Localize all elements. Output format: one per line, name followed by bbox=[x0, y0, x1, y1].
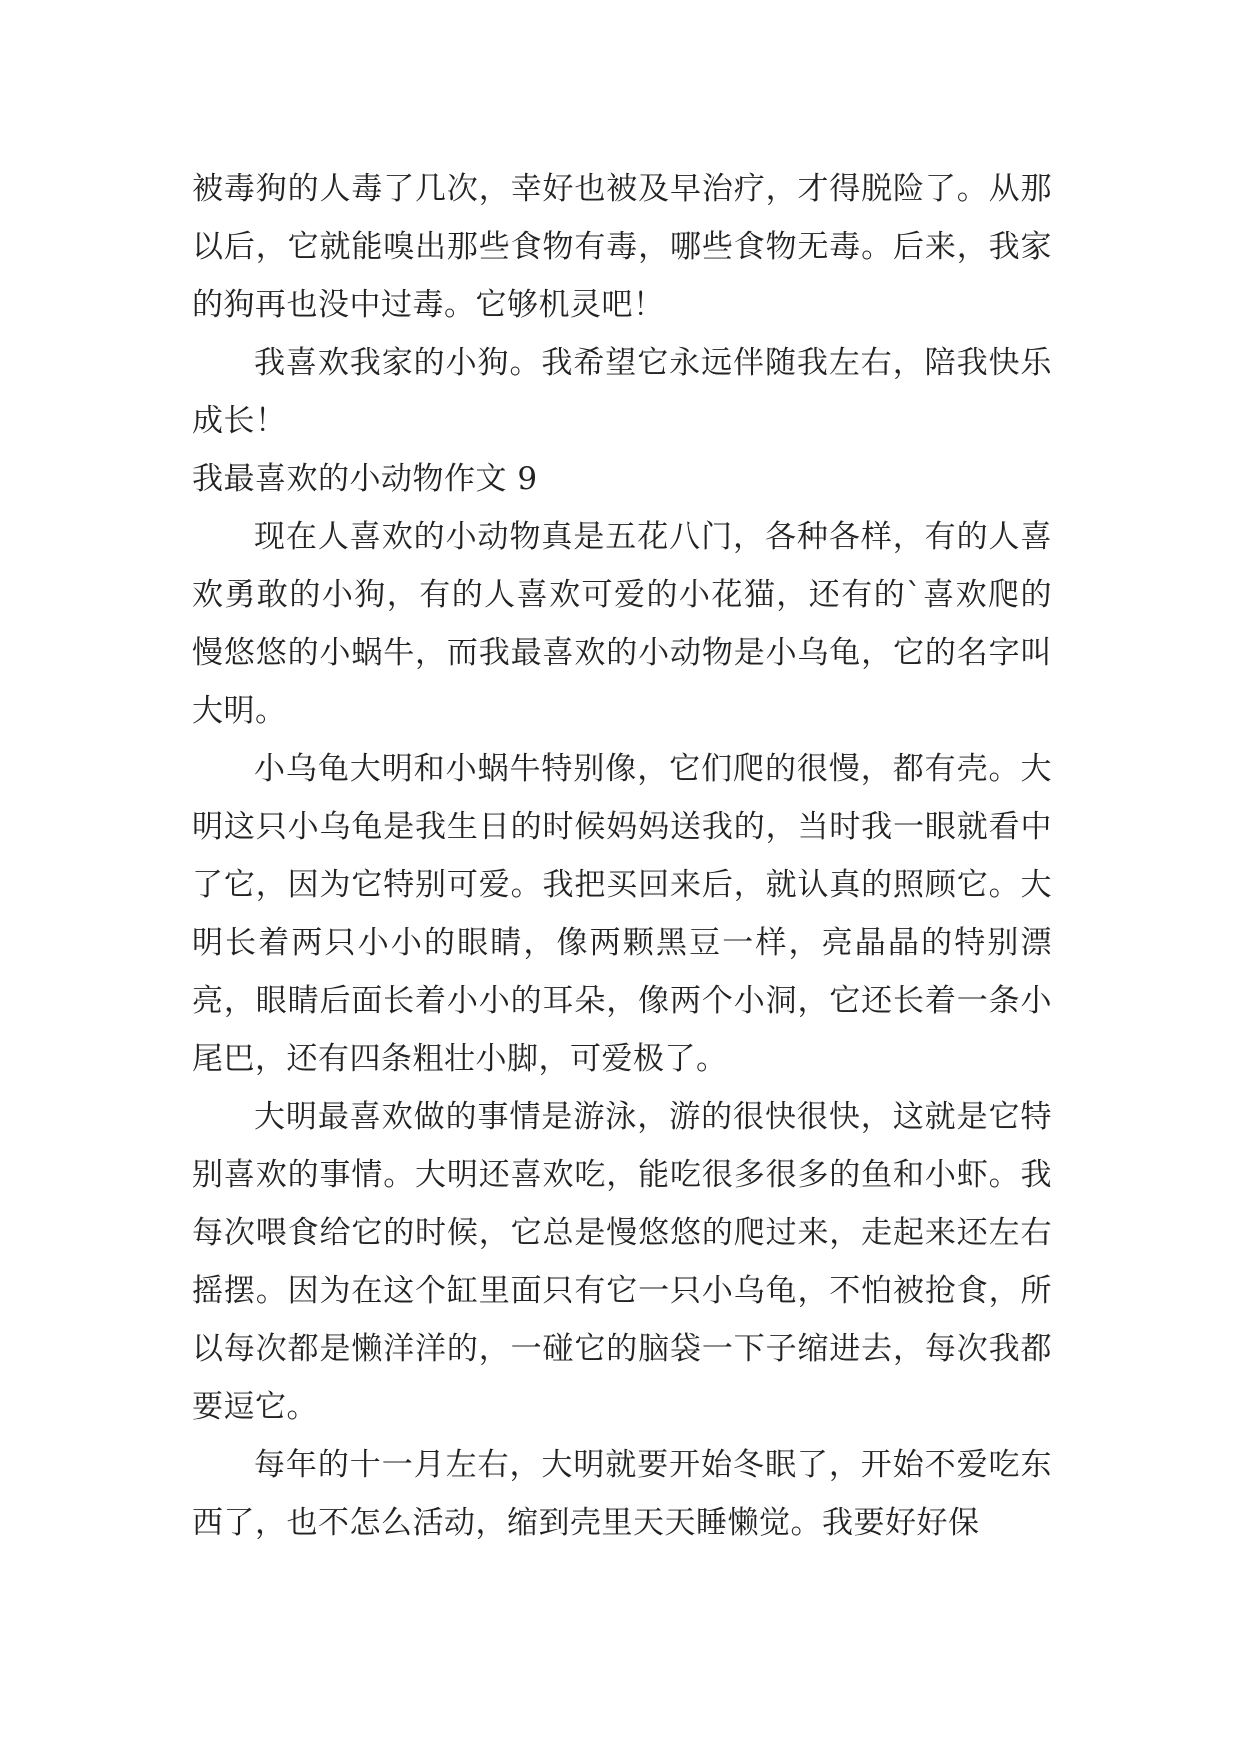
paragraph-turtle-hibernation: 每年的十一月左右，大明就要开始冬眠了，开始不爱吃东西了，也不怎么活动，缩到壳里天天睡懒觉。我要好好保 bbox=[192, 1447, 1052, 1541]
paragraph-closing-dog: 我喜欢我家的小狗。我希望它永远伴随我左右，陪我快乐成长！ bbox=[192, 345, 1052, 439]
paragraph-turtle-habits: 大明最喜欢做的事情是游泳，游的很快很快，这就是它特别喜欢的事情。大明还喜欢吃，能吃很多很多的鱼和小虾。我每次喂食给它的时候，它总是慢悠悠的爬过来，走起来还左右摇摆。因为在这个缸里面只有它一只小乌龟，不怕被抢食，所以每次都是懒洋洋的，一碰它的脑袋一下子缩进去，每次我都要逗它。 bbox=[192, 1099, 1052, 1425]
paragraph-intro-turtle: 现在人喜欢的小动物真是五花八门，各种各样，有的人喜欢勇敢的小狗，有的人喜欢可爱的小花猫，还有的`喜欢爬的慢悠悠的小蜗牛，而我最喜欢的小动物是小乌龟，它的名字叫大明。 bbox=[192, 519, 1052, 729]
section-title: 我最喜欢的小动物作文 9 bbox=[192, 461, 538, 497]
paragraph-turtle-description: 小乌龟大明和小蜗牛特别像，它们爬的很慢，都有壳。大明这只小乌龟是我生日的时候妈妈送我的，当时我一眼就看中了它，因为它特别可爱。我把买回来后，就认真的照顾它。大明长着两只小小的眼睛，像两颗黑豆一样，亮晶晶的特别漂亮，眼睛后面长着小小的耳朵，像两个小洞，它还长着一条小尾巴，还有四条粗壮小脚，可爱极了。 bbox=[192, 751, 1052, 1077]
document-body bbox=[192, 160, 1052, 1552]
paragraph-continuation: 被毒狗的人毒了几次，幸好也被及早治疗，才得脱险了。从那以后，它就能嗅出那些食物有毒，哪些食物无毒。后来，我家的狗再也没中过毒。它够机灵吧！ bbox=[192, 171, 1052, 323]
